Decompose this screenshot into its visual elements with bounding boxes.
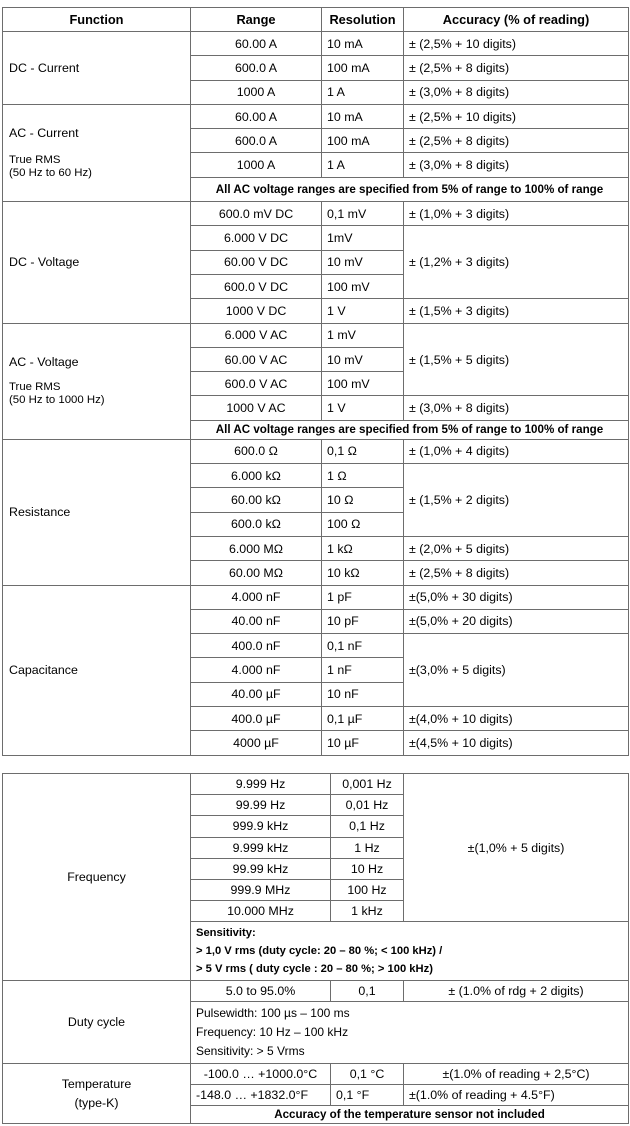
ac-voltage-label: AC - Voltage — [9, 355, 79, 370]
resolution-cell: 100 mA — [322, 129, 404, 153]
range-cell: 5.0 to 95.0% — [191, 981, 331, 1002]
accuracy-cell: ±(4,5% + 10 digits) — [404, 731, 629, 755]
duty-line: Pulsewidth: 100 µs – 100 ms — [196, 1006, 350, 1021]
header-row — [3, 8, 629, 32]
resolution-cell: 10 Ω — [322, 488, 404, 512]
accuracy-cell: ±(5,0% + 30 digits) — [404, 585, 629, 609]
ac-current-note: All AC voltage ranges are specified from 5% of range to 100% of range — [191, 177, 629, 201]
sensitivity-line: > 1,0 V rms (duty cycle: 20 – 80 %; < 100 kHz) / — [196, 945, 443, 958]
accuracy-cell: ± (1,5% + 5 digits) — [404, 323, 629, 396]
resolution-cell: 1 Ω — [322, 464, 404, 488]
accuracy-cell: ± (1,5% + 3 digits) — [404, 299, 629, 323]
header-function: Function — [3, 8, 191, 32]
table-row — [3, 104, 629, 128]
accuracy-cell: ± (2,5% + 10 digits) — [404, 32, 629, 56]
frequency-label: Frequency — [3, 774, 191, 981]
resolution-cell: 0,001 Hz — [331, 774, 404, 795]
range-cell: 60.00 MΩ — [191, 561, 322, 585]
range-cell: 600.0 kΩ — [191, 512, 322, 536]
resolution-cell: 10 Hz — [331, 858, 404, 879]
resolution-cell: 100 Hz — [331, 879, 404, 900]
resistance-label: Resistance — [3, 439, 191, 585]
table-row — [3, 439, 629, 463]
duty-line: Frequency: 10 Hz – 100 kHz — [196, 1025, 349, 1040]
resolution-cell: 10 mV — [322, 250, 404, 274]
resolution-cell: 1 kHz — [331, 901, 404, 922]
resolution-cell: 10 mA — [322, 32, 404, 56]
accuracy-cell: ± (2,5% + 8 digits) — [404, 561, 629, 585]
accuracy-cell: ± (2,5% + 8 digits) — [404, 129, 629, 153]
range-cell: 4.000 nF — [191, 585, 322, 609]
table-row — [3, 585, 629, 609]
ac-voltage-note: All AC voltage ranges are specified from 5% of range to 100% of range — [191, 420, 629, 439]
header-accuracy: Accuracy (% of reading) — [404, 8, 629, 32]
accuracy-cell: ± (2,0% + 5 digits) — [404, 536, 629, 560]
resolution-cell: 1 A — [322, 80, 404, 104]
duty-cycle-label: Duty cycle — [3, 981, 191, 1064]
ac-voltage-function — [3, 323, 191, 439]
range-cell: 10.000 MHz — [191, 901, 331, 922]
temperature-function — [3, 1064, 191, 1124]
resolution-cell: 100 mA — [322, 56, 404, 80]
ac-current-sub1: True RMS — [9, 153, 61, 166]
ac-current-function — [3, 104, 191, 201]
frequency-sensitivity — [191, 922, 629, 981]
range-cell: 1000 A — [191, 153, 322, 177]
table-row — [3, 202, 629, 226]
frequency-accuracy: ±(1,0% + 5 digits) — [404, 774, 629, 922]
resolution-cell: 0,1 — [331, 981, 404, 1002]
range-cell: -100.0 … +1000.0°C — [191, 1064, 331, 1085]
duty-cycle-details — [191, 1002, 629, 1064]
accuracy-cell: ± (3,0% + 8 digits) — [404, 80, 629, 104]
resolution-cell: 1 V — [322, 396, 404, 420]
dc-current-label: DC - Current — [3, 32, 191, 105]
resolution-cell: 10 µF — [322, 731, 404, 755]
range-cell: 600.0 A — [191, 56, 322, 80]
resolution-cell: 0,01 Hz — [331, 795, 404, 816]
header-range: Range — [191, 8, 322, 32]
accuracy-cell: ± (2,5% + 10 digits) — [404, 104, 629, 128]
resolution-cell: 1 kΩ — [322, 536, 404, 560]
ac-voltage-sub1: True RMS — [9, 381, 61, 394]
range-cell: 40.00 µF — [191, 682, 322, 706]
range-cell: 6.000 MΩ — [191, 536, 322, 560]
resolution-cell: 0,1 Ω — [322, 439, 404, 463]
range-cell: -148.0 … +1832.0°F — [191, 1085, 331, 1106]
resolution-cell: 1 V — [322, 299, 404, 323]
resolution-cell: 1 nF — [322, 658, 404, 682]
table-row — [3, 1064, 629, 1085]
resolution-cell: 100 mV — [322, 372, 404, 396]
duty-line: Sensitivity: > 5 Vrms — [196, 1044, 305, 1059]
resolution-cell: 0,1 µF — [322, 707, 404, 731]
table-row — [3, 32, 629, 56]
range-cell: 6.000 V DC — [191, 226, 322, 250]
table-row — [3, 323, 629, 347]
range-cell: 60.00 V AC — [191, 347, 322, 371]
sensitivity-line: > 5 V rms ( duty cycle : 20 – 80 %; > 100 kHz) — [196, 963, 433, 976]
range-cell: 600.0 mV DC — [191, 202, 322, 226]
range-cell: 600.0 Ω — [191, 439, 322, 463]
range-cell: 600.0 A — [191, 129, 322, 153]
range-cell: 600.0 V AC — [191, 372, 322, 396]
range-cell: 60.00 V DC — [191, 250, 322, 274]
resolution-cell: 100 Ω — [322, 512, 404, 536]
resolution-cell: 0,1 nF — [322, 634, 404, 658]
range-cell: 400.0 nF — [191, 634, 322, 658]
accuracy-cell: ± (1,0% + 3 digits) — [404, 202, 629, 226]
range-cell: 4.000 nF — [191, 658, 322, 682]
ac-current-label: AC - Current — [9, 125, 79, 140]
range-cell: 400.0 µF — [191, 707, 322, 731]
accuracy-cell: ±(1.0% of reading + 4.5°F) — [404, 1085, 629, 1106]
range-cell: 1000 V AC — [191, 396, 322, 420]
accuracy-cell: ±(1.0% of reading + 2,5°C) — [404, 1064, 629, 1085]
temperature-note: Accuracy of the temperature sensor not included — [191, 1106, 629, 1124]
accuracy-cell: ± (1,0% + 4 digits) — [404, 439, 629, 463]
accuracy-cell: ±(5,0% + 20 digits) — [404, 609, 629, 633]
misc-spec-table — [2, 773, 629, 1124]
header-resolution: Resolution — [322, 8, 404, 32]
range-cell: 40.00 nF — [191, 609, 322, 633]
resolution-cell: 10 mV — [322, 347, 404, 371]
table-row — [3, 981, 629, 1002]
range-cell: 9.999 Hz — [191, 774, 331, 795]
temperature-label: Temperature — [61, 1076, 132, 1091]
range-cell: 60.00 A — [191, 32, 322, 56]
sensitivity-title: Sensitivity: — [196, 927, 256, 940]
resolution-cell: 1mV — [322, 226, 404, 250]
range-cell: 1000 A — [191, 80, 322, 104]
accuracy-cell: ± (1,5% + 2 digits) — [404, 464, 629, 537]
resolution-cell: 0,1 Hz — [331, 816, 404, 837]
range-cell: 60.00 kΩ — [191, 488, 322, 512]
range-cell: 99.99 kHz — [191, 858, 331, 879]
range-cell: 9.999 kHz — [191, 837, 331, 858]
accuracy-cell: ± (3,0% + 8 digits) — [404, 153, 629, 177]
range-cell: 6.000 V AC — [191, 323, 322, 347]
accuracy-cell: ±(4,0% + 10 digits) — [404, 707, 629, 731]
ac-voltage-sub2: (50 Hz to 1000 Hz) — [9, 394, 105, 407]
resolution-cell: 100 mV — [322, 274, 404, 298]
accuracy-cell: ± (3,0% + 8 digits) — [404, 396, 629, 420]
resolution-cell: 10 kΩ — [322, 561, 404, 585]
range-cell: 99.99 Hz — [191, 795, 331, 816]
range-cell: 999.9 MHz — [191, 879, 331, 900]
accuracy-cell: ± (1,2% + 3 digits) — [404, 226, 629, 299]
accuracy-cell: ±(3,0% + 5 digits) — [404, 634, 629, 707]
accuracy-cell: ± (1.0% of rdg + 2 digits) — [404, 981, 629, 1002]
resolution-cell: 10 pF — [322, 609, 404, 633]
range-cell: 1000 V DC — [191, 299, 322, 323]
range-cell: 4000 µF — [191, 731, 322, 755]
resolution-cell: 0,1 mV — [322, 202, 404, 226]
range-cell: 6.000 kΩ — [191, 464, 322, 488]
resolution-cell: 0,1 °C — [331, 1064, 404, 1085]
ac-current-sub2: (50 Hz to 60 Hz) — [9, 166, 92, 179]
capacitance-label: Capacitance — [3, 585, 191, 755]
resolution-cell: 1 mV — [322, 323, 404, 347]
resolution-cell: 1 A — [322, 153, 404, 177]
dc-voltage-label: DC - Voltage — [3, 202, 191, 323]
range-cell: 999.9 kHz — [191, 816, 331, 837]
range-cell: 600.0 V DC — [191, 274, 322, 298]
table-row — [3, 774, 629, 795]
resolution-cell: 10 mA — [322, 104, 404, 128]
temperature-sub: (type-K) — [74, 1095, 119, 1110]
resolution-cell: 10 nF — [322, 682, 404, 706]
accuracy-cell: ± (2,5% + 8 digits) — [404, 56, 629, 80]
resolution-cell: 1 pF — [322, 585, 404, 609]
spec-table — [2, 7, 629, 756]
resolution-cell: 0,1 °F — [331, 1085, 404, 1106]
resolution-cell: 1 Hz — [331, 837, 404, 858]
range-cell: 60.00 A — [191, 104, 322, 128]
